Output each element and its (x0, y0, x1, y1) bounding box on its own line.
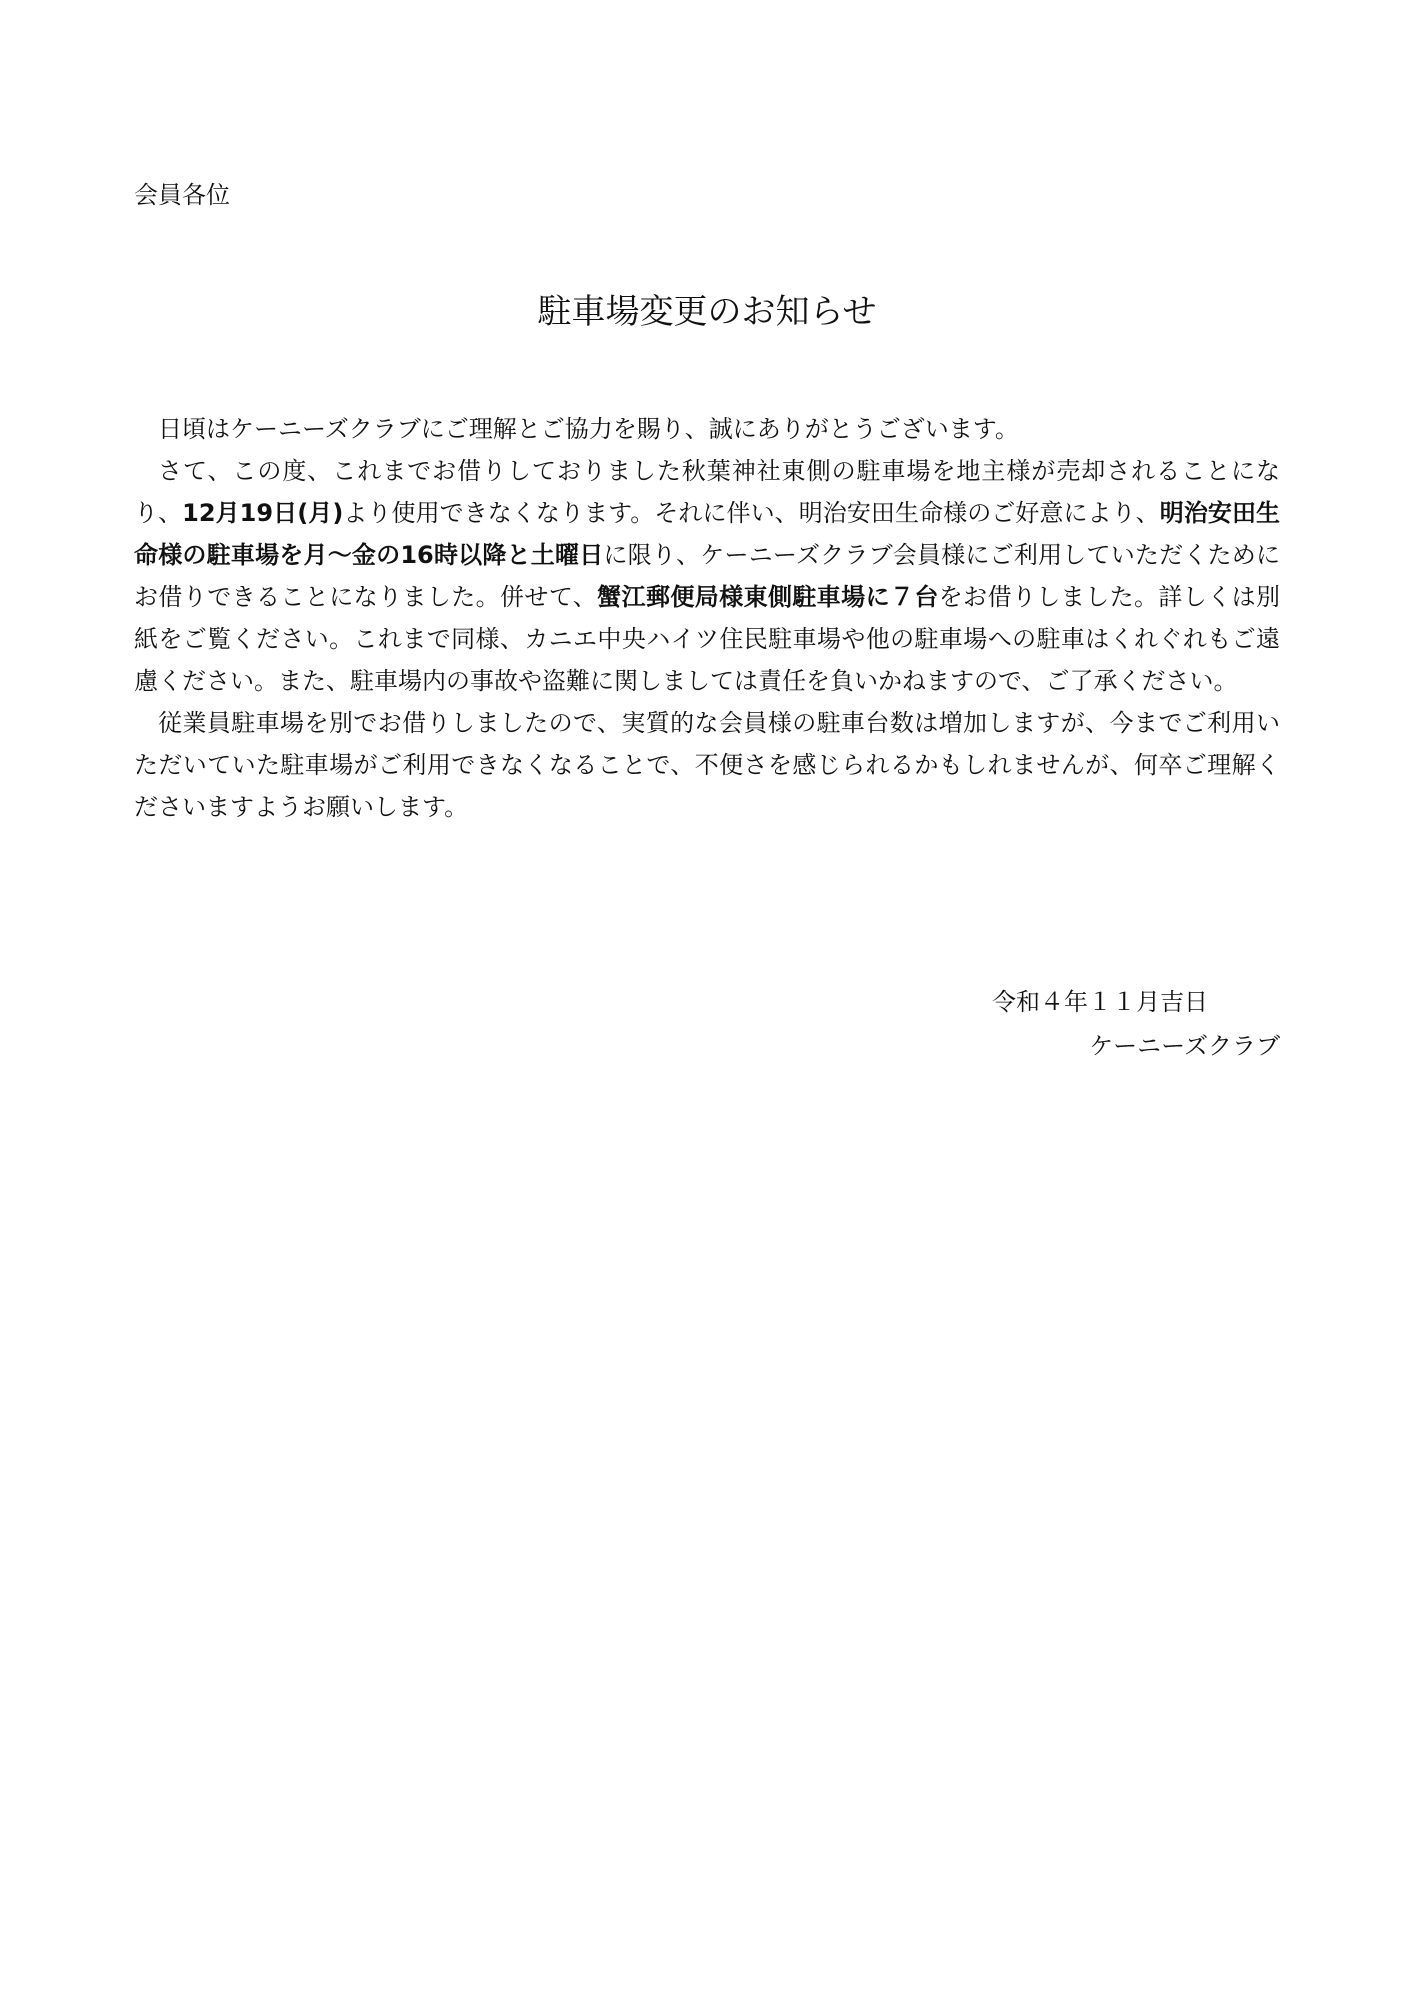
notice-date-highlight: 12月19日(月) (182, 499, 344, 527)
notice-text-3: に限り、ケーニーズクラブ会員様にご利用していただくためにお借りできることになりました。併せて、 (134, 541, 1280, 611)
notice-text-2: より使用できなくなります。それに伴い、明治安田生命様のご好意により、 (343, 499, 1160, 527)
notice-parking-highlight-1: 明治安田生命様の駐車場を月～金の16時以降と土曜日 (134, 499, 1281, 569)
notice-text-1: さて、この度、これまでお借りしておりました秋葉神社東側の駐車場を地主様が売却されることになり、 (134, 457, 1280, 527)
addressee: 会員各位 (134, 181, 230, 209)
notice-parking-highlight-2: 蟹江郵便局様東側駐車場に７台 (597, 583, 939, 611)
notice-text-4: をお借りしました。詳しくは別紙をご覧ください。これまで同様、カニエ中央ハイツ住民駐車場や他の駐車場への駐車はくれぐれもご遠慮ください。また、駐車場内の事故や盗難に関しましては責任を負いかねますので、ご了承ください。 (134, 583, 1280, 695)
signature-block (780, 980, 1280, 1068)
signature-date: 令和４年１１月吉日 (992, 988, 1208, 1016)
paragraph-apology: 従業員駐車場を別でお借りしましたので、実質的な会員様の駐車台数は増加しますが、今までご利用いただいていた駐車場がご利用できなくなることで、不便さを感じられるかもしれませんが、何卒ご理解くださいますようお願いします。 (134, 709, 1280, 821)
paragraph-greeting: 日頃はケーニーズクラブにご理解とご協力を賜り、誠にありがとうございます。 (158, 415, 1019, 443)
signature-organization: ケーニーズクラブ (1089, 1032, 1280, 1060)
document-body (134, 408, 1280, 828)
document-title: 駐車場変更のお知らせ (537, 292, 877, 332)
paragraph-notice (134, 450, 1280, 702)
